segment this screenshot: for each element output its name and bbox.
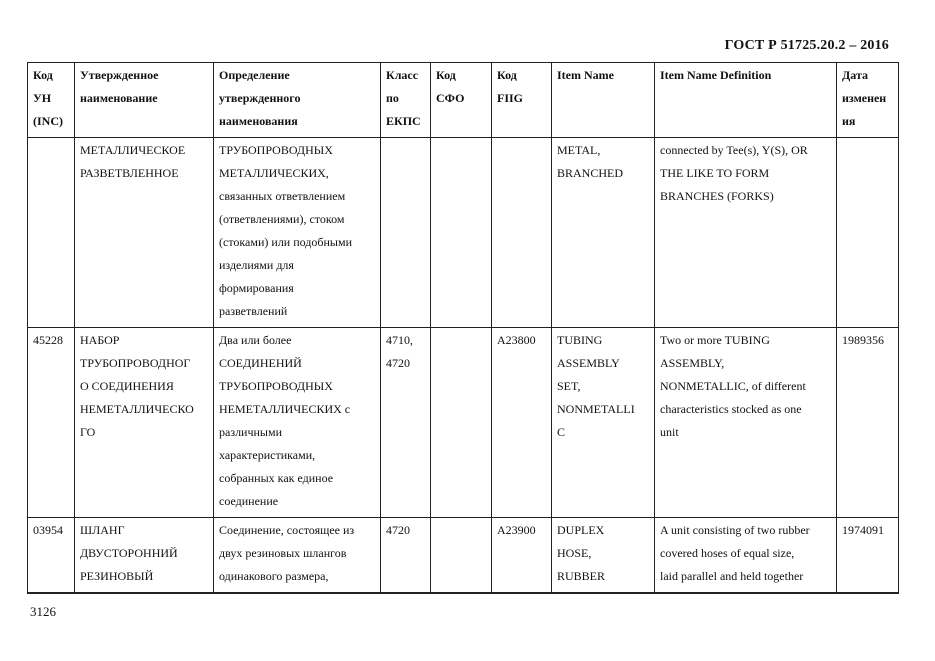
cell-text-line: СОЕДИНЕНИЙ — [219, 356, 302, 370]
header-text-line: Код — [436, 68, 456, 82]
cell-text-line: собранных как единое — [219, 471, 334, 485]
page-number: 3126 — [30, 604, 56, 619]
cell-text-line: соединение — [219, 494, 279, 508]
cell-approved-name — [75, 518, 214, 594]
cell-text-line: НЕМЕТАЛЛИЧЕСКО — [80, 402, 194, 416]
header-text-line: Утвержденное — [80, 68, 159, 82]
cell-approved-name — [75, 328, 214, 518]
cell-approved-name — [75, 138, 214, 328]
cell-text-line: HOSE, — [557, 546, 592, 560]
header-text-line: Код — [497, 68, 517, 82]
cell-text-line: ШЛАНГ — [80, 523, 125, 537]
column-header-sfo-code — [431, 63, 492, 138]
cell-text-line: DUPLEX — [557, 523, 605, 537]
cell-definition-ru — [214, 518, 381, 594]
header-text-line: Item Name Definition — [660, 68, 772, 82]
cell-text-line: BRANCHED — [557, 166, 624, 180]
cell-text-line: (стоками) или подобными — [219, 235, 353, 249]
header-text-line: Класс — [386, 68, 419, 82]
cell-text-line: 03954 — [33, 523, 63, 537]
cell-text-line: THE LIKE TO FORM — [660, 166, 770, 180]
cell-text-line: Two or more TUBING — [660, 333, 770, 347]
header-text-line: ЕКПС — [386, 114, 421, 128]
header-text-line: ия — [842, 114, 856, 128]
cell-ekps-class — [381, 328, 431, 518]
cell-text-line: Соединение, состоящее из — [219, 523, 355, 537]
cell-text-line: 1974091 — [842, 523, 884, 537]
cell-inc — [28, 518, 75, 594]
cell-text-line: C — [557, 425, 566, 439]
table-header-row — [28, 63, 899, 138]
cell-text-line: двух резиновых шлангов — [219, 546, 347, 560]
cell-inc — [28, 328, 75, 518]
cell-item-name — [552, 518, 655, 594]
cell-text-line: ASSEMBLY, — [660, 356, 725, 370]
cell-text-line: изделиями для — [219, 258, 294, 272]
cell-text-line: 4720 — [386, 523, 410, 537]
cell-sfo-code — [431, 138, 492, 328]
cell-fiig-code — [492, 138, 552, 328]
header-text-line: утвержденного — [219, 91, 301, 105]
header-text-line: изменен — [842, 91, 887, 105]
header-text-line: УН — [33, 91, 52, 105]
column-header-change-date — [837, 63, 899, 138]
document-header: ГОСТ Р 51725.20.2 – 2016 — [724, 38, 889, 53]
cell-text-line: covered hoses of equal size, — [660, 546, 795, 560]
cell-item-name-definition — [655, 518, 837, 594]
cell-text-line: ТРУБОПРОВОДНОГ — [80, 356, 191, 370]
cell-text-line: A unit consisting of two rubber — [660, 523, 810, 537]
cell-text-line: METAL, — [557, 143, 601, 157]
cell-text-line: разветвлений — [219, 304, 288, 318]
cell-text-line: ДВУСТОРОННИЙ — [80, 546, 178, 560]
cell-text-line: РЕЗИНОВЫЙ — [80, 569, 154, 583]
header-text-line: наименование — [80, 91, 158, 105]
cell-text-line: различными — [219, 425, 283, 439]
cell-text-line: TUBING — [557, 333, 603, 347]
column-header-item-name — [552, 63, 655, 138]
cell-text-line: формирования — [219, 281, 294, 295]
header-text-line: Item Name — [557, 68, 614, 82]
cell-text-line: NONMETALLI — [557, 402, 635, 416]
cell-text-line: ТРУБОПРОВОДНЫХ — [219, 379, 333, 393]
cell-text-line: ТРУБОПРОВОДНЫХ — [219, 143, 333, 157]
cell-item-name — [552, 328, 655, 518]
cell-fiig-code — [492, 328, 552, 518]
table-body — [28, 138, 899, 594]
cell-text-line: РАЗВЕТВЛЕННОЕ — [80, 166, 179, 180]
cell-text-line: МЕТАЛЛИЧЕСКОЕ — [80, 143, 186, 157]
header-text-line: наименования — [219, 114, 298, 128]
cell-definition-ru — [214, 328, 381, 518]
cell-change-date — [837, 328, 899, 518]
header-text-line: по — [386, 91, 399, 105]
header-text-line: СФО — [436, 91, 465, 105]
cell-fiig-code — [492, 518, 552, 594]
cell-text-line: Два или более — [219, 333, 292, 347]
cell-item-name-definition — [655, 138, 837, 328]
cell-text-line: connected by Tee(s), Y(S), OR — [660, 143, 808, 157]
cell-text-line: О СОЕДИНЕНИЯ — [80, 379, 174, 393]
cell-text-line: A23900 — [497, 523, 536, 537]
table-row — [28, 328, 899, 518]
cell-sfo-code — [431, 518, 492, 594]
header-text-line: Код — [33, 68, 53, 82]
cell-item-name-definition — [655, 328, 837, 518]
cell-inc — [28, 138, 75, 328]
cell-text-line: SET, — [557, 379, 581, 393]
cell-text-line: (ответвлениями), стоком — [219, 212, 345, 226]
cell-sfo-code — [431, 328, 492, 518]
cell-text-line: 4710, — [386, 333, 413, 347]
column-header-inc — [28, 63, 75, 138]
cell-text-line: A23800 — [497, 333, 536, 347]
classification-table — [27, 62, 899, 594]
column-header-definition — [214, 63, 381, 138]
cell-text-line: laid parallel and held together — [660, 569, 804, 583]
cell-text-line: ASSEMBLY — [557, 356, 620, 370]
cell-definition-ru — [214, 138, 381, 328]
column-header-fiig-code — [492, 63, 552, 138]
header-text-line: FIIG — [497, 91, 524, 105]
column-header-item-name-definition — [655, 63, 837, 138]
cell-text-line: 45228 — [33, 333, 63, 347]
cell-text-line: НЕМЕТАЛЛИЧЕСКИХ с — [219, 402, 351, 416]
cell-text-line: характеристиками, — [219, 448, 316, 462]
cell-text-line: RUBBER — [557, 569, 606, 583]
cell-text-line: NONMETALLIC, of different — [660, 379, 806, 393]
cell-change-date — [837, 518, 899, 594]
header-text-line: Определение — [219, 68, 290, 82]
table-row — [28, 518, 899, 594]
cell-text-line: characteristics stocked as one — [660, 402, 802, 416]
column-header-ekps-class — [381, 63, 431, 138]
header-text-line: Дата — [842, 68, 868, 82]
cell-ekps-class — [381, 138, 431, 328]
cell-change-date — [837, 138, 899, 328]
cell-item-name — [552, 138, 655, 328]
cell-text-line: ГО — [80, 425, 96, 439]
cell-text-line: BRANCHES (FORKS) — [660, 189, 774, 203]
cell-text-line: НАБОР — [80, 333, 120, 347]
header-text-line: (INC) — [33, 114, 63, 128]
cell-text-line: одинакового размера, — [219, 569, 329, 583]
column-header-approved-name — [75, 63, 214, 138]
cell-text-line: 1989356 — [842, 333, 884, 347]
cell-text-line: МЕТАЛЛИЧЕСКИХ, — [219, 166, 329, 180]
cell-text-line: unit — [660, 425, 679, 439]
cell-text-line: 4720 — [386, 356, 410, 370]
table-row — [28, 138, 899, 328]
cell-text-line: связанных ответвлением — [219, 189, 346, 203]
cell-ekps-class — [381, 518, 431, 594]
